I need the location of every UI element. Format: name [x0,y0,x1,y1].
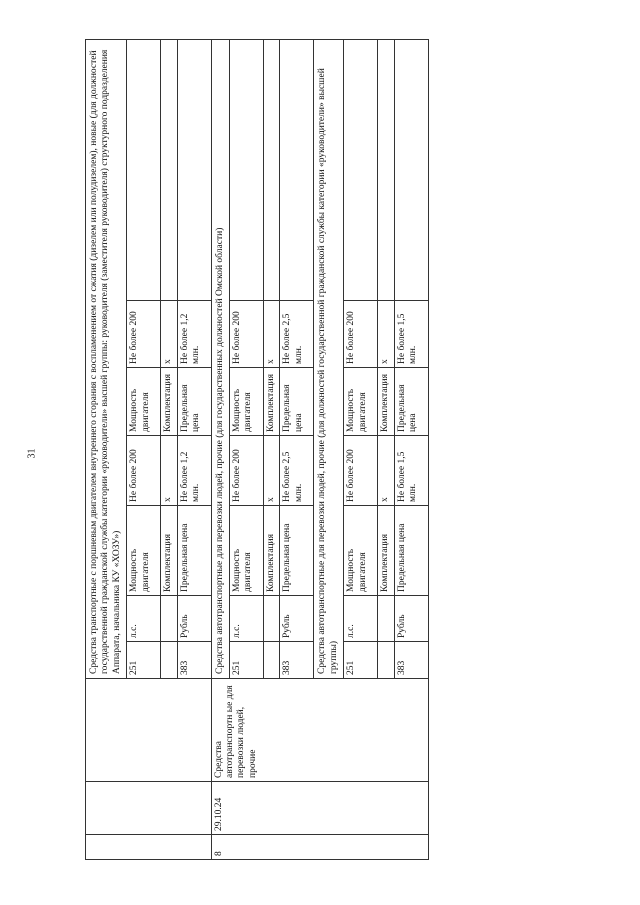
characteristic: Комплектация [263,506,279,596]
value: Не более 200 [344,301,378,368]
value: Не более 200 [344,436,378,506]
unit-name: л.с. [344,596,378,642]
value: Не более 2,5 млн. [280,301,314,368]
value: Не более 2,5 млн. [280,436,314,506]
value: Не более 200 [127,436,161,506]
unit-name: Рубль [280,596,314,642]
okei-code: 383 [280,642,314,679]
okei-code [161,642,177,679]
unit-name [161,596,177,642]
characteristic: Предельная цена [394,506,428,596]
block2-heading: Средства автотранспортные для перевозки людей, прочие (для государственных должностей Омской области) [211,39,229,678]
characteristic: Предельная цена [394,368,428,436]
unit-name: л.с. [127,596,161,642]
page-number: 31 [26,448,38,459]
characteristic: Комплектация [263,368,279,436]
unit-name [263,596,279,642]
characteristic: Предельная цена [177,506,211,596]
unit-name: Рубль [394,596,428,642]
item-name: Средства автотранспортн ые для перевозки людей, прочие [211,679,428,782]
value: Не более 200 [127,301,161,368]
empty-cell [86,679,212,782]
value: Не более 200 [229,436,263,506]
value: Не более 200 [229,301,263,368]
empty-cell [344,39,378,300]
okei-code: 251 [229,642,263,679]
value: x [161,436,177,506]
rotated-table-sheet [85,40,635,860]
unit-name: л.с. [229,596,263,642]
block3-heading: Средства автотранспортные для перевозки людей, прочие (для должностей государственной гражданской службы категории «руководители» высшей группы) [314,39,344,678]
okei-code: 383 [394,642,428,679]
okei-code: 251 [344,642,378,679]
unit-name: Рубль [177,596,211,642]
unit-name [378,596,394,642]
value: x [263,301,279,368]
empty-cell [86,835,212,860]
characteristic: Мощность двигателя [344,368,378,436]
value: Не более 1,5 млн. [394,436,428,506]
block1-heading: Средства транспортные с поршневым двигателем внутреннего сгорания с воспламенением от сжатия (дизелем или полудизелем), новые (для должностей государственной гражданской службы категории «руководители» высшей группы: руководителя (заместителя руководителя) структурного подразделения Аппарата, начальника КУ «ХОЗУ») [86,39,127,678]
empty-cell [177,39,211,300]
okei-code [263,642,279,679]
spec-table [85,39,429,860]
empty-cell [378,39,394,300]
okei-code [378,642,394,679]
value: Не более 1,5 млн. [394,301,428,368]
characteristic: Мощность двигателя [229,506,263,596]
value: Не более 1,2 млн. [177,301,211,368]
characteristic: Мощность двигателя [127,506,161,596]
value: x [263,436,279,506]
block2-heading-row [211,39,229,859]
row-number: 8 [211,835,428,860]
characteristic: Предельная цена [177,368,211,436]
empty-cell [263,39,279,300]
empty-cell [86,782,212,835]
characteristic: Комплектация [378,506,394,596]
characteristic: Мощность двигателя [127,368,161,436]
characteristic: Комплектация [378,368,394,436]
okei-code: 251 [127,642,161,679]
characteristic: Мощность двигателя [229,368,263,436]
characteristic: Комплектация [161,506,177,596]
okei-code: 383 [177,642,211,679]
characteristic: Мощность двигателя [344,506,378,596]
empty-cell [161,39,177,300]
empty-cell [127,39,161,300]
empty-cell [394,39,428,300]
block1-heading-row [86,39,127,859]
value: x [161,301,177,368]
characteristic: Предельная цена [280,506,314,596]
characteristic: Предельная цена [280,368,314,436]
row-date: 29.10.24 [211,782,428,835]
characteristic: Комплектация [161,368,177,436]
value: x [378,301,394,368]
empty-cell [229,39,263,300]
value: x [378,436,394,506]
empty-cell [280,39,314,300]
value: Не более 1,2 млн. [177,436,211,506]
